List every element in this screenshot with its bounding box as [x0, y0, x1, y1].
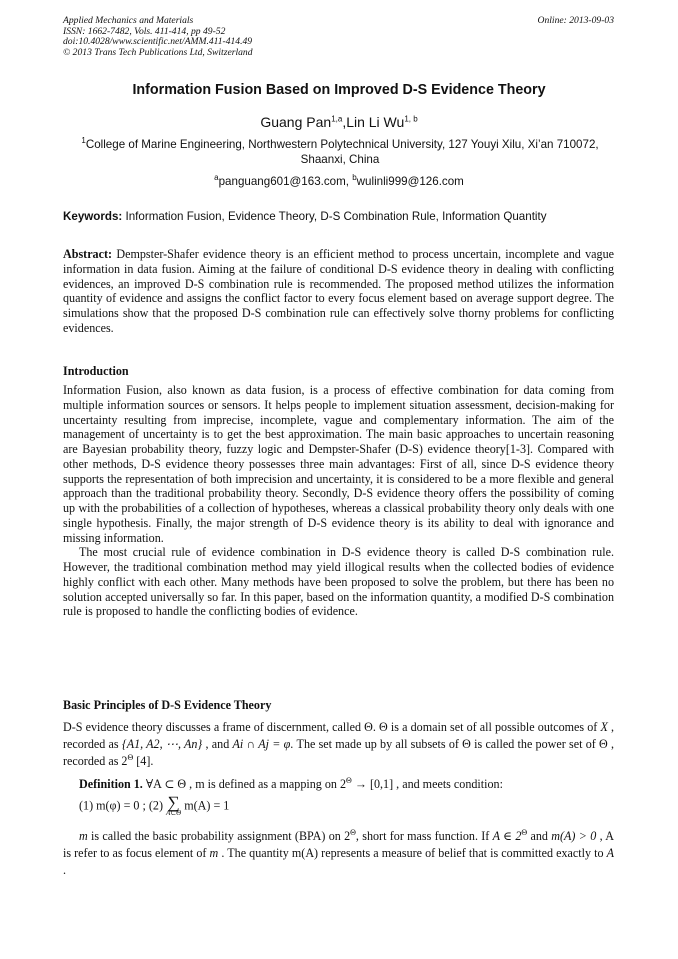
- summation-subscript: A⊂Θ: [166, 809, 182, 817]
- condition-1: (1) m(φ) = 0 ; (2): [79, 798, 167, 813]
- journal-header: [63, 16, 253, 58]
- intro-paragraph-2: The most crucial rule of evidence combination in D-S evidence theory is called D-S combination rule. However, the traditional combination method may yield illogical results when the collected bodies of evidence highly conflict with each other. Many methods have been proposed to solve the problem, but there has been no solution accepted universally so far. In this paper, based on the information quantity, a modified D-S combination rule is proposed to handle the conflicting bodies of evidence.: [63, 545, 614, 619]
- email-b: wulinli999@126.com: [356, 175, 464, 188]
- definition-1: Definition 1. ∀A ⊂ Θ , m is defined as a mapping on $2^\Theta \to [0,1]$ , and meets condition:: [79, 775, 503, 791]
- doi-line: doi:10.4028/www.scientific.net/AMM.411-414.49: [63, 36, 253, 47]
- basic-principles-heading: Basic Principles of D-S Evidence Theory: [63, 698, 272, 712]
- basic-p2-text-d: , A is refer to as focus element of: [63, 829, 614, 860]
- power-set-base: 2: [121, 754, 128, 768]
- definition-map-sup: Θ: [346, 775, 352, 785]
- email-a-sup: a: [214, 173, 219, 183]
- author-1: Guang Pan: [260, 114, 332, 130]
- disjoint-condition: Ai ∩ Aj = φ: [232, 737, 291, 751]
- m-a-positive: m(A) > 0: [551, 829, 597, 843]
- online-date: Online: 2013-09-03: [537, 15, 614, 26]
- keywords: [63, 210, 615, 223]
- basic-p2-text-a: is called the basic probability assignment (BPA) on: [87, 829, 345, 843]
- basic-p2-text-b: , short for mass function. If: [355, 829, 493, 843]
- email-a: panguang601@163.com,: [218, 175, 353, 188]
- journal-name: Applied Mechanics and Materials: [63, 15, 194, 26]
- keywords-text: Information Fusion, Evidence Theory, D-S Combination Rule, Information Quantity: [122, 210, 547, 223]
- author-2-sup: 1, b: [404, 114, 418, 124]
- author-2: ,Lin Li Wu: [342, 114, 405, 130]
- basic-p1-text-c: , and: [202, 737, 233, 751]
- email-b-sup: b: [352, 173, 357, 183]
- summation: [166, 793, 182, 817]
- affiliation-text: College of Marine Engineering, Northwestern Polytechnical University, 127 Youyi Xilu, Xi’an 710072, Shaanxi, China: [85, 138, 599, 166]
- definition-label: Definition 1.: [79, 777, 143, 791]
- abstract-label: Abstract:: [63, 247, 113, 261]
- basic-p2-sup-1: Θ: [350, 827, 356, 837]
- issn-line: ISSN: 1662-7482, Vols. 411-414, pp 49-52: [63, 25, 226, 37]
- intro-paragraph-1: Information Fusion, also known as data fusion, is a process of effective combination for data coming from multiple information sources or sensors. It helps people to implement situation assessment, decision-making for uncertainty resulting from imprecise, incomplete, vague and complementary information. The aim of the management of uncertainty is to get the best approximation. The main basic approaches to uncertain reasoning are Bayesian probability theory, fuzzy logic and Dempster-Shafer (D-S) evidence theory[1-3]. Compared with other methods, D-S evidence theory possesses three main advantages: First of all, since D-S evidence theory supports the representation of both imprecision and uncertainty, it is considered to be a more flexible and general approach than the traditional probability theory. Secondly, D-S evidence theory offers the possibility of coming up with the probabilities of a collection of hypotheses, whereas a classical probability theory only deals with one single hypothesis. Finally, the major strength of D-S evidence theory is its ability to deal with ignorance and missing information.: [63, 383, 614, 545]
- var-a: A: [606, 846, 614, 860]
- set-notation: {A1, A2, ⋯, An}: [121, 737, 203, 751]
- definition-text-b: → [0,1] , and meets condition:: [351, 777, 503, 791]
- introduction-body: [63, 383, 614, 619]
- basic-p2-text-e: . The quantity m(A) represents a measure of belief that is committed exactly to: [218, 846, 607, 860]
- affiliation: [80, 137, 600, 167]
- definition-text-a: ∀A ⊂ Θ , m is defined as a mapping on: [142, 777, 340, 791]
- author-line: [0, 114, 678, 130]
- basic-p1-text-e: [4].: [133, 754, 154, 768]
- keywords-label: Keywords:: [63, 210, 123, 223]
- var-x: X: [600, 720, 608, 734]
- basic-p2-text-f: .: [63, 863, 67, 877]
- definition-conditions: [79, 793, 230, 817]
- var-m-2: m: [209, 846, 219, 860]
- email-line: [0, 175, 678, 188]
- basic-p1-text-d: . The set made up by all subsets of Θ is called the power set of Θ , recorded as: [63, 737, 614, 768]
- abstract: [63, 247, 614, 336]
- sigma-symbol: ∑: [167, 793, 180, 812]
- affiliation-sup: 1: [81, 136, 86, 146]
- basic-p1-text-b: , recorded as: [63, 720, 614, 751]
- condition-2: m(A) = 1: [181, 798, 230, 813]
- a-in-power-set: A ∈ 2: [492, 829, 522, 843]
- power-set-sup: Θ: [127, 752, 134, 762]
- author-1-sup: 1,a: [331, 114, 343, 124]
- introduction-heading: Introduction: [63, 364, 129, 378]
- paper-title: Information Fusion Based on Improved D-S Evidence Theory: [132, 82, 546, 98]
- basic-p1-text-a: D-S evidence theory discusses a frame of discernment, called Θ. Θ is a domain set of all possible outcomes of: [63, 720, 601, 734]
- copyright-line: © 2013 Trans Tech Publications Ltd, Switzerland: [63, 46, 253, 58]
- basic-paragraph-2: m is called the basic probability assignment (BPA) on $2^\Theta$, short for mass function. If A ∈ $2^\Theta$ and m(A) > 0 , A is refer to as focus element of m . The quantity m(A) represents a measure of belief that is committed exactly to A .: [63, 827, 614, 877]
- var-m: m: [79, 829, 88, 843]
- basic-p2-text-c: and: [527, 829, 552, 843]
- basic-p2-sup-2: Θ: [521, 827, 528, 837]
- abstract-text: Dempster-Shafer evidence theory is an efficient method to process uncertain, incomplete and vague information in data fusion. Aiming at the failure of conditional D-S evidence theory in dealing with conflicting evidences, an improved D-S combination rule is recommended. The proposed method utilizes the information quantity of evidence and assigns the conflict factor to every focus element based on average support degree. The simulations show that the proposed D-S combination rule can effectively solve thorny problems for conflicting evidences.: [63, 247, 614, 335]
- basic-paragraph-1: [63, 719, 614, 770]
